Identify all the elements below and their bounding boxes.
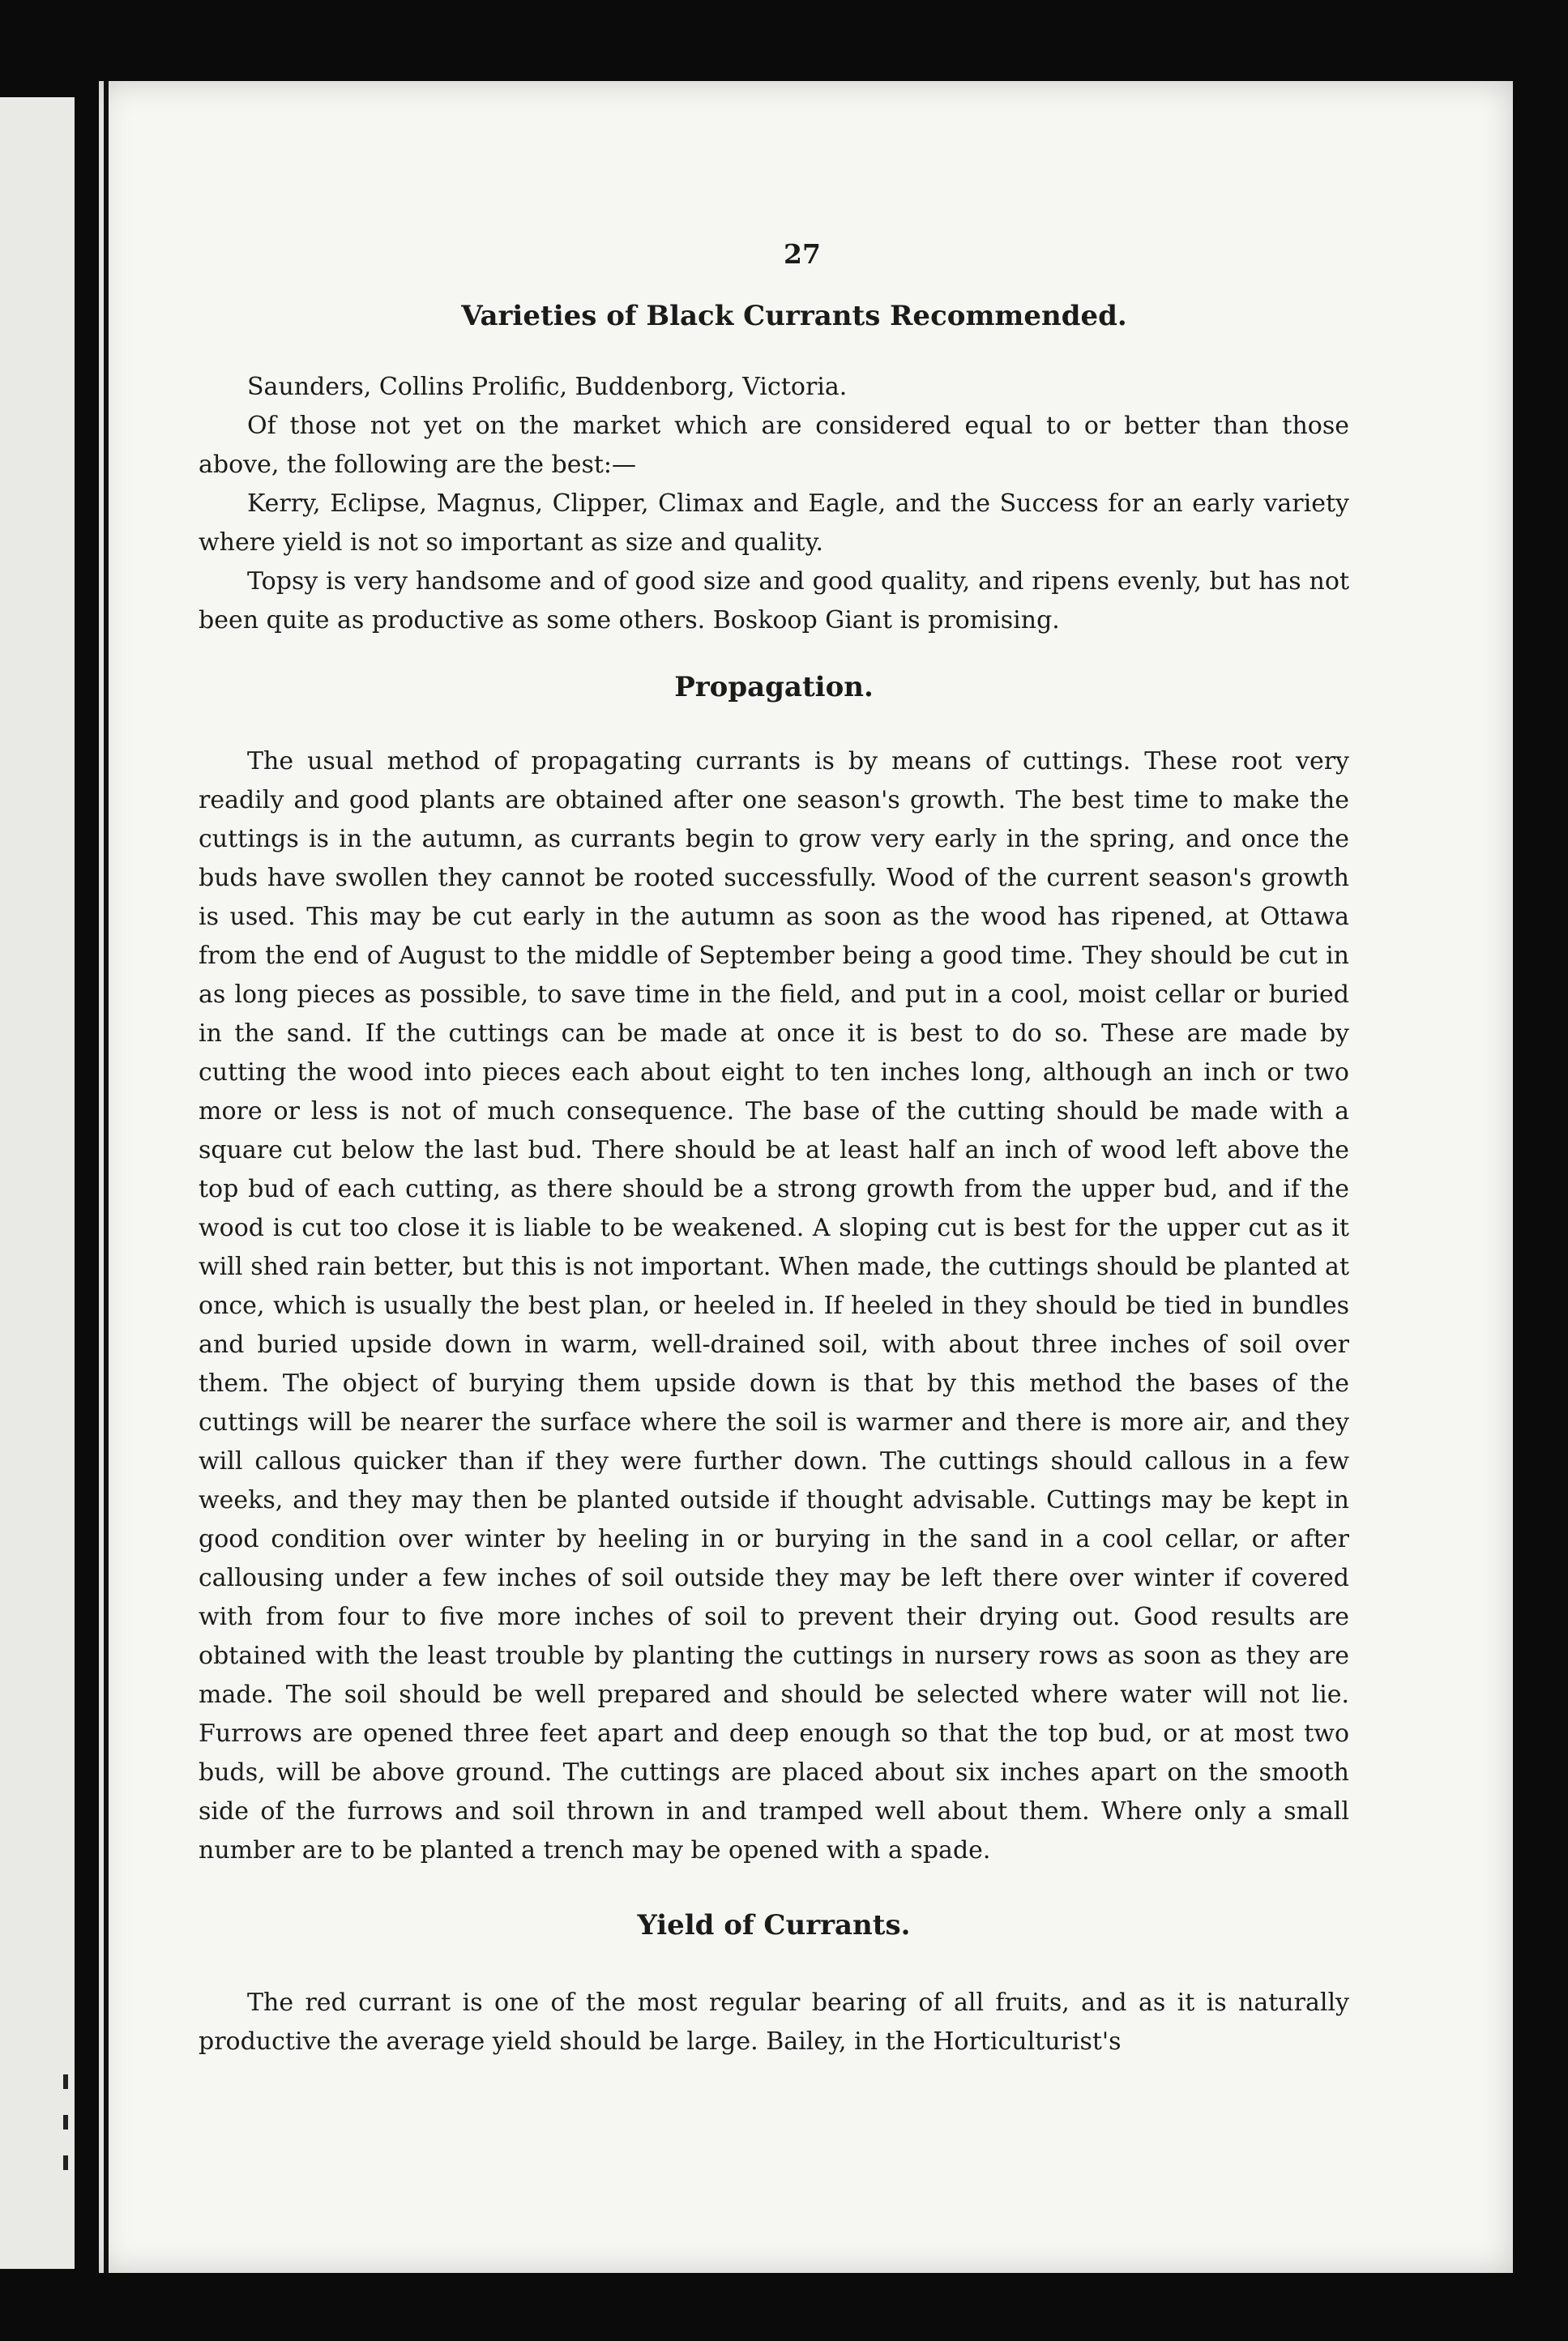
edge-marks (63, 2074, 70, 2196)
adjacent-page-edge (0, 97, 75, 2269)
heading-yield: Yield of Currants. (637, 1909, 911, 1942)
varieties-paragraph-2: Of those not yet on the market which are considered equal to or better than those above, the following are the best:— (199, 412, 1349, 479)
heading-varieties: Varieties of Black Currants Recommended. (461, 300, 1127, 332)
varieties-paragraph-3: Kerry, Eclipse, Magnus, Clipper, Climax and Eagle, and the Success for an early variety where yield is not so important as size and quality. (199, 489, 1349, 557)
heading-propagation: Propagation. (674, 671, 874, 703)
varieties-list: Saunders, Collins Prolific, Buddenborg, Victoria. (247, 373, 848, 401)
page-binding-edge (104, 81, 109, 2273)
page-number: 27 (784, 238, 821, 270)
propagation-paragraph: The usual method of propagating currants is by means of cuttings. These root very readily and good plants are obtained after one season's growth. The best time to make the cuttings is in the autumn, as currants begin to grow very early in the spring, and once the buds have swollen they cannot be rooted successfully. Wood of the current season's growth is used. This may be cut early in the autumn as soon as the wood has ripened, at Ottawa from the end of August to the middle of September being a good time. They should be cut in as long pieces as possible, to save time in the field, and put in a cool, moist cellar or buried in the sand. If the cuttings can be made at once it is best to do so. These are made by cutting the wood into pieces each about eight to ten inches long, although an inch or two more or less is not of much consequence. The base of the cutting should be made with a square cut below the last bud. There should be at least half an inch of wood left above the top bud of each cutting, as there should be a strong growth from the upper bud, and if the wood is cut too close it is liable to be weakened. A sloping cut is best for the upper cut as it will shed rain better, but this is not important. When made, the cuttings should be planted at once, which is usually the best plan, or heeled in. If heeled in they should be tied in bundles and buried upside down in warm, well-drained soil, with about three inches of soil over them. The object of burying them upside down is that by this method the bases of the cuttings will be nearer the surface where the soil is warmer and there is more air, and they will callous quicker than if they were further down. The cuttings should callous in a few weeks, and they may then be planted outside if thought advisable. Cuttings may be kept in good condition over winter by heeling in or burying in the sand in a cool cellar, or after callousing under a few inches of soil outside they may be left there over winter if covered with from four to five more inches of soil to prevent their drying out. Good results are obtained with the least trouble by planting the cuttings in nursery rows as soon as they are made. The soil should be well prepared and should be selected where water will not lie. Furrows are opened three feet apart and deep enough so that the top bud, or at most two buds, will be above ground. The cuttings are placed about six inches apart on the smooth side of the furrows and soil thrown in and tramped well about them. Where only a small number are to be planted a trench may be opened with a spade. (199, 747, 1349, 1865)
varieties-paragraph-4: Topsy is very handsome and of good size and good quality, and ripens evenly, but has not been quite as productive as some others. Boskoop Giant is promising. (199, 567, 1349, 634)
page-content (199, 235, 1349, 2061)
yield-paragraph: The red currant is one of the most regular bearing of all fruits, and as it is naturally productive the average yield should be large. Bailey, in the Horticulturist's (199, 1989, 1349, 2056)
